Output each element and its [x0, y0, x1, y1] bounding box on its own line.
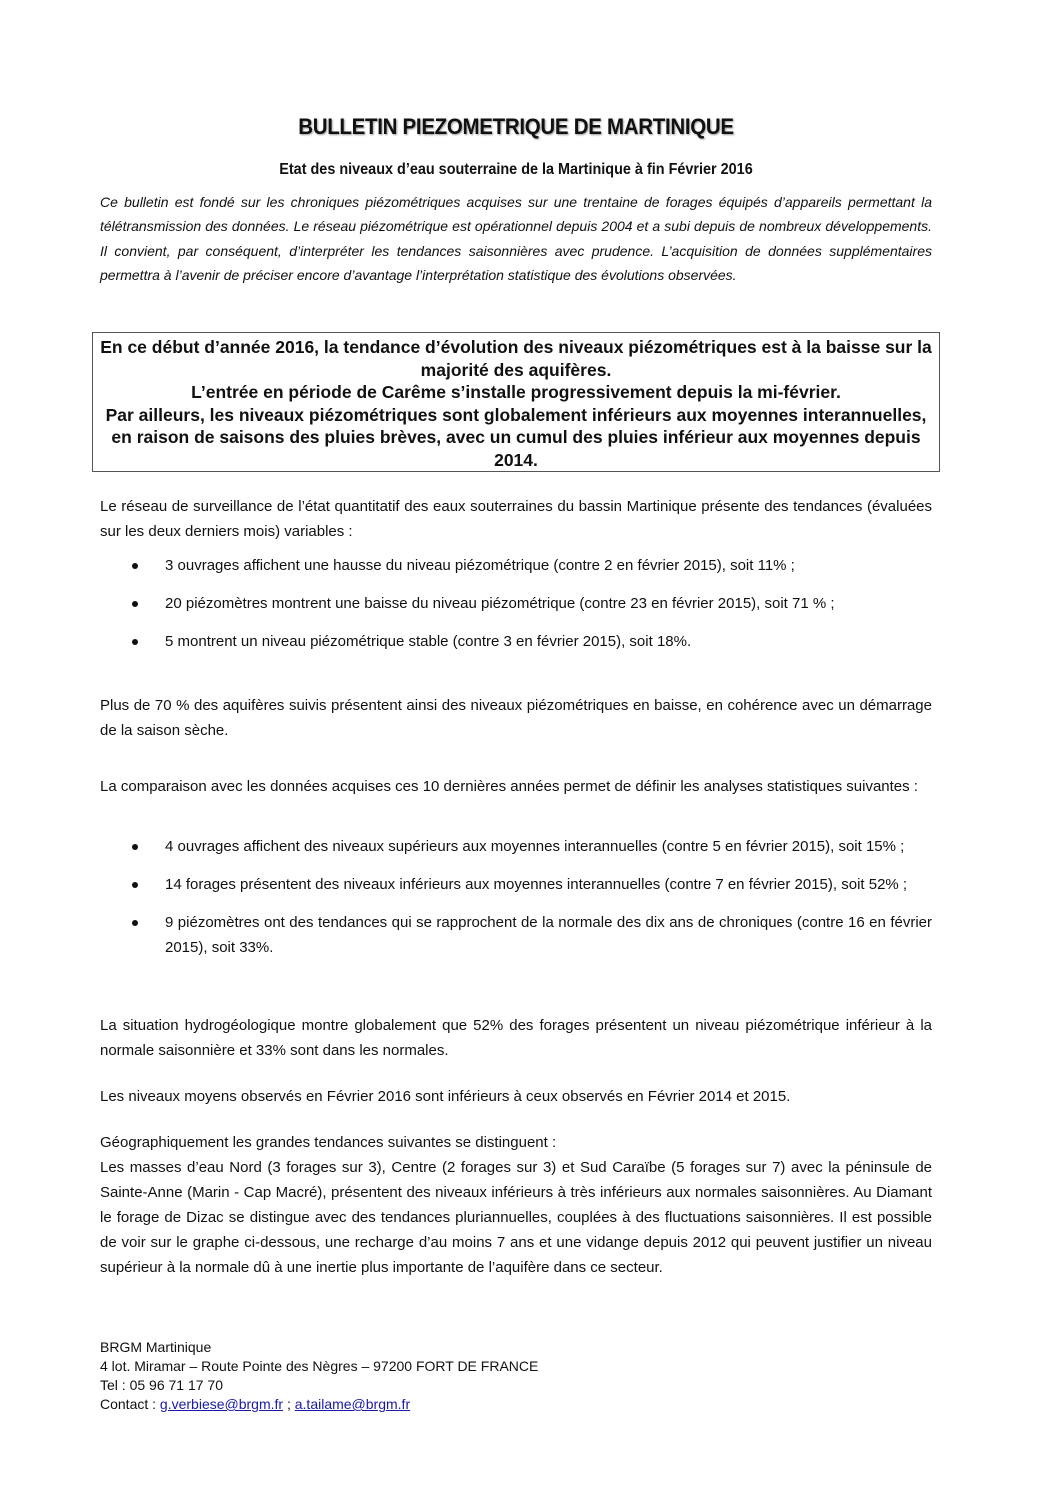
summary-line: Par ailleurs, les niveaux piézométriques sont globalement inférieurs aux moyennes interannuelles, en raison de saisons des pluies brèves, avec un cumul des pluies inférieur aux moyennes depuis 2014.: [105, 404, 927, 470]
contact-separator: ;: [283, 1396, 295, 1412]
email-link-verbiese[interactable]: g.verbiese@brgm.fr: [159, 1396, 284, 1412]
intro-paragraph: Ce bulletin est fondé sur les chroniques piézométriques acquises sur une trentaine de forages équipés d’appareils permettant la télétransmission des données. Le réseau piézométrique est opérationnel depuis 2004 et a subi depuis de nombreux développements. Il convient, par conséquent, d’interpréter les tendances saisonnières avec prudence. L’acquisition de données supplémentaires permettra à l’avenir de préciser encore d’avantage l’interprétation statistique des évolutions observées.: [100, 194, 932, 283]
summary-line: En ce début d’année 2016, la tendance d’évolution des niveaux piézométriques est à la baisse sur la majorité des aquifères.: [100, 337, 932, 380]
bullet-icon: [132, 563, 138, 569]
list-item: 20 piézomètres montrent une baisse du niveau piézométrique (contre 23 en février 2015), soit 71 % ;: [100, 591, 932, 616]
levels-paragraph: Les niveaux moyens observés en Février 2016 sont inférieurs à ceux observés en Février 2014 et 2015.: [100, 1088, 791, 1105]
email-link-tailame[interactable]: a.tailame@brgm.fr: [294, 1396, 411, 1412]
summary-box: [92, 332, 940, 472]
bullet-icon: [132, 882, 138, 888]
contact-label: Contact :: [100, 1396, 160, 1412]
footer-address: 4 lot. Miramar – Route Pointe des Nègres – 97200 FORT DE FRANCE: [100, 1358, 539, 1374]
list-item: 9 piézomètres ont des tendances qui se rapprochent de la normale des dix ans de chroniques (contre 16 en février 2015), soit 33%.: [100, 910, 932, 960]
geo-intro: Géographiquement les grandes tendances suivantes se distinguent :: [100, 1134, 557, 1151]
list-item: 3 ouvrages affichent une hausse du niveau piézométrique (contre 2 en février 2015), soit 11% ;: [100, 553, 932, 578]
list-item: 4 ouvrages affichent des niveaux supérieurs aux moyennes interannuelles (contre 5 en février 2015), soit 15% ;: [100, 834, 932, 859]
document-title: BULLETIN PIEZOMETRIQUE DE MARTINIQUE: [298, 114, 734, 139]
footer-contact: [100, 1338, 700, 1414]
footer-contact-line: [100, 1395, 700, 1414]
trends-intro: Le réseau de surveillance de l’état quantitatif des eaux souterraines du bassin Martinique présente des tendances (évaluées sur les deux derniers mois) variables :: [100, 498, 932, 540]
footer-org: BRGM Martinique: [100, 1339, 212, 1355]
trends-list: [100, 553, 932, 667]
list-item: 5 montrent un niveau piézométrique stable (contre 3 en février 2015), soit 18%.: [100, 629, 932, 654]
summary-line: L’entrée en période de Carême s’installe progressivement depuis la mi-février.: [191, 382, 841, 402]
bullet-icon: [132, 639, 138, 645]
bullet-icon: [132, 844, 138, 850]
list-item: 14 forages présentent des niveaux inférieurs aux moyennes interannuelles (contre 7 en février 2015), soit 52% ;: [100, 872, 932, 897]
stats-intro: La comparaison avec les données acquises ces 10 dernières années permet de définir les analyses statistiques suivantes :: [100, 778, 918, 795]
situation-paragraph: La situation hydrogéologique montre globalement que 52% des forages présentent un niveau piézométrique inférieur à la normale saisonnière et 33% sont dans les normales.: [100, 1017, 932, 1059]
bullet-icon: [132, 920, 138, 926]
document-subtitle: Etat des niveaux d’eau souterraine de la Martinique à fin Février 2016: [279, 161, 753, 178]
trends-conclusion: Plus de 70 % des aquifères suivis présentent ainsi des niveaux piézométriques en baisse, en cohérence avec un démarrage de la saison sèche.: [100, 697, 932, 739]
footer-tel: Tel : 05 96 71 17 70: [100, 1377, 223, 1393]
geo-paragraph: Les masses d’eau Nord (3 forages sur 3), Centre (2 forages sur 3) et Sud Caraïbe (5 forages sur 7) avec la péninsule de Sainte-Anne (Marin - Cap Macré), présentent des niveaux inférieurs à très inférieurs aux normales saisonnières. Au Diamant le forage de Dizac se distingue avec des tendances pluriannuelles, couplées à des fluctuations saisonnières. Il est possible de voir sur le graphe ci-dessous, une recharge d’au moins 7 ans et une vidange depuis 2012 qui peuvent justifier un niveau supérieur à la normale dû à une inertie plus importante de l’aquifère dans ce secteur.: [100, 1159, 932, 1276]
geo-section: [100, 1130, 932, 1280]
stats-list: [100, 834, 932, 973]
bullet-icon: [132, 601, 138, 607]
